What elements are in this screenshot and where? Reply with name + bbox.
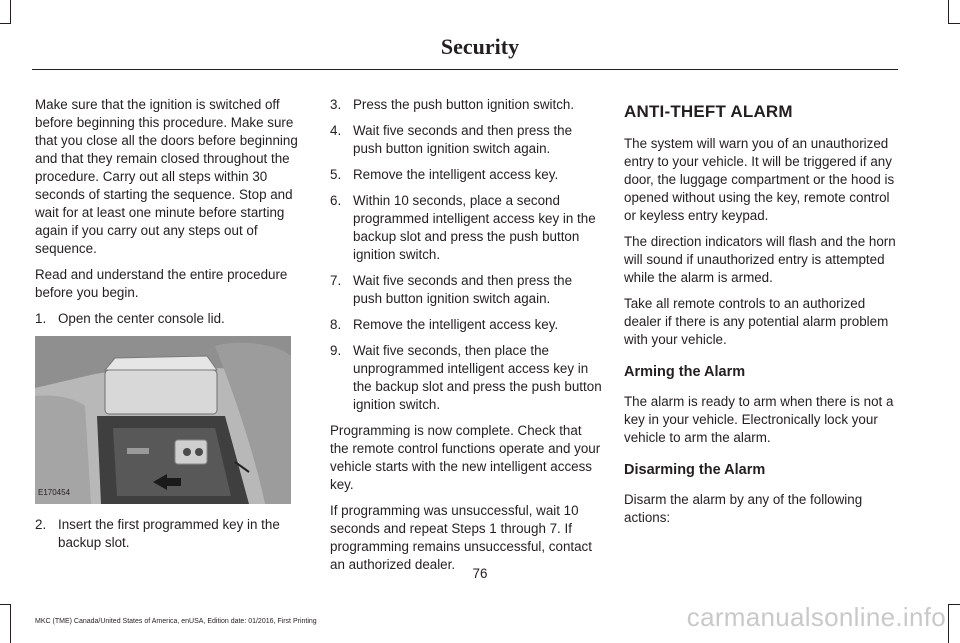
step-number: 9. [330,343,342,358]
steps-list [35,310,307,328]
crop-mark [948,23,960,24]
step-text: Wait five seconds and then press the push button ignition switch again. [353,273,573,306]
console-illustration [35,336,291,504]
complete-paragraph: Programming is now complete. Check that the remote control functions operate and your vehicle starts with the new intelligent access key. [330,423,601,492]
steps-list [35,516,307,552]
list-item [330,272,602,308]
step-number: 7. [330,273,342,288]
footer-text: MKC (TME) Canada/United States of America, enUSA, Edition date: 01/2016, First Printing [35,618,317,625]
step-number: 1. [35,311,47,326]
header-divider [32,69,898,70]
list-item [330,192,602,264]
step-text: Wait five seconds and then press the push button ignition switch again. [353,123,573,156]
watermark: carmanualsonline.info [686,602,946,632]
step-number: 6. [330,193,342,208]
arming-paragraph: The alarm is ready to arm when there is not a key in your vehicle. Electronically lock your vehicle to arm the alarm. [624,394,894,445]
arming-heading: Arming the Alarm [624,364,746,380]
section-heading: ANTI-THEFT ALARM [624,102,793,121]
step-text: Open the center console lid. [58,311,225,326]
console-illustration-graphic [35,336,291,504]
disarming-paragraph: Disarm the alarm by any of the following actions: [624,492,863,525]
step-text: Press the push button ignition switch. [353,97,575,112]
steps-list [330,96,602,414]
crop-mark [0,604,11,605]
crop-mark [948,0,949,24]
list-item [35,310,307,328]
crop-mark [948,604,960,605]
unsuccessful-paragraph: If programming was unsuccessful, wait 10 seconds and repeat Steps 1 through 7. If programming remains unsuccessful, contact an authorized dealer. [330,503,592,572]
alarm-paragraph-3: Take all remote controls to an authorized dealer if there is any potential alarm problem with your vehicle. [624,296,889,347]
step-text: Insert the first programmed key in the backup slot. [58,517,280,550]
page-number: 76 [472,566,488,581]
list-item [330,316,602,334]
step-text: Wait five seconds, then place the unprogrammed intelligent access key in the backup slot and press the push button ignition switch. [353,343,602,412]
step-text: Remove the intelligent access key. [353,167,559,182]
list-item [35,516,307,552]
step-text: Within 10 seconds, place a second programmed intelligent access key in the backup slot and press the push button ignition switch. [353,193,596,262]
list-item [330,166,602,184]
column-2 [330,96,602,582]
list-item [330,96,602,114]
step-number: 5. [330,167,342,182]
list-item [330,342,602,414]
read-paragraph: Read and understand the entire procedure before you begin. [35,267,288,300]
list-item [330,122,602,158]
step-number: 2. [35,517,47,532]
step-number: 4. [330,123,342,138]
step-number: 8. [330,317,342,332]
step-number: 3. [330,97,342,112]
figure-code: E170454 [38,488,71,497]
crop-mark [948,604,949,643]
column-1 [35,96,307,560]
page-title: Security [440,34,520,59]
column-3 [624,97,896,535]
disarming-heading: Disarming the Alarm [624,462,766,478]
crop-mark [10,0,11,24]
step-text: Remove the intelligent access key. [353,317,559,332]
crop-mark [0,23,11,24]
crop-mark [10,604,11,643]
intro-paragraph: Make sure that the ignition is switched off before beginning this procedure. Make sure that you close all the doors before beginning and that they remain closed throughout the procedure. Carry out all steps within 30 seconds of starting the sequence. Stop and wait for at least one minute before starting again if you carry out any steps out of sequence. [35,97,298,256]
alarm-paragraph-1: The system will warn you of an unauthorized entry to your vehicle. It will be triggered if any door, the luggage compartment or the hood is opened without using the key, remote control or keyless entry keypad. [624,136,895,223]
alarm-paragraph-2: The direction indicators will flash and the horn will sound if unauthorized entry is attempted while the alarm is armed. [624,234,896,285]
